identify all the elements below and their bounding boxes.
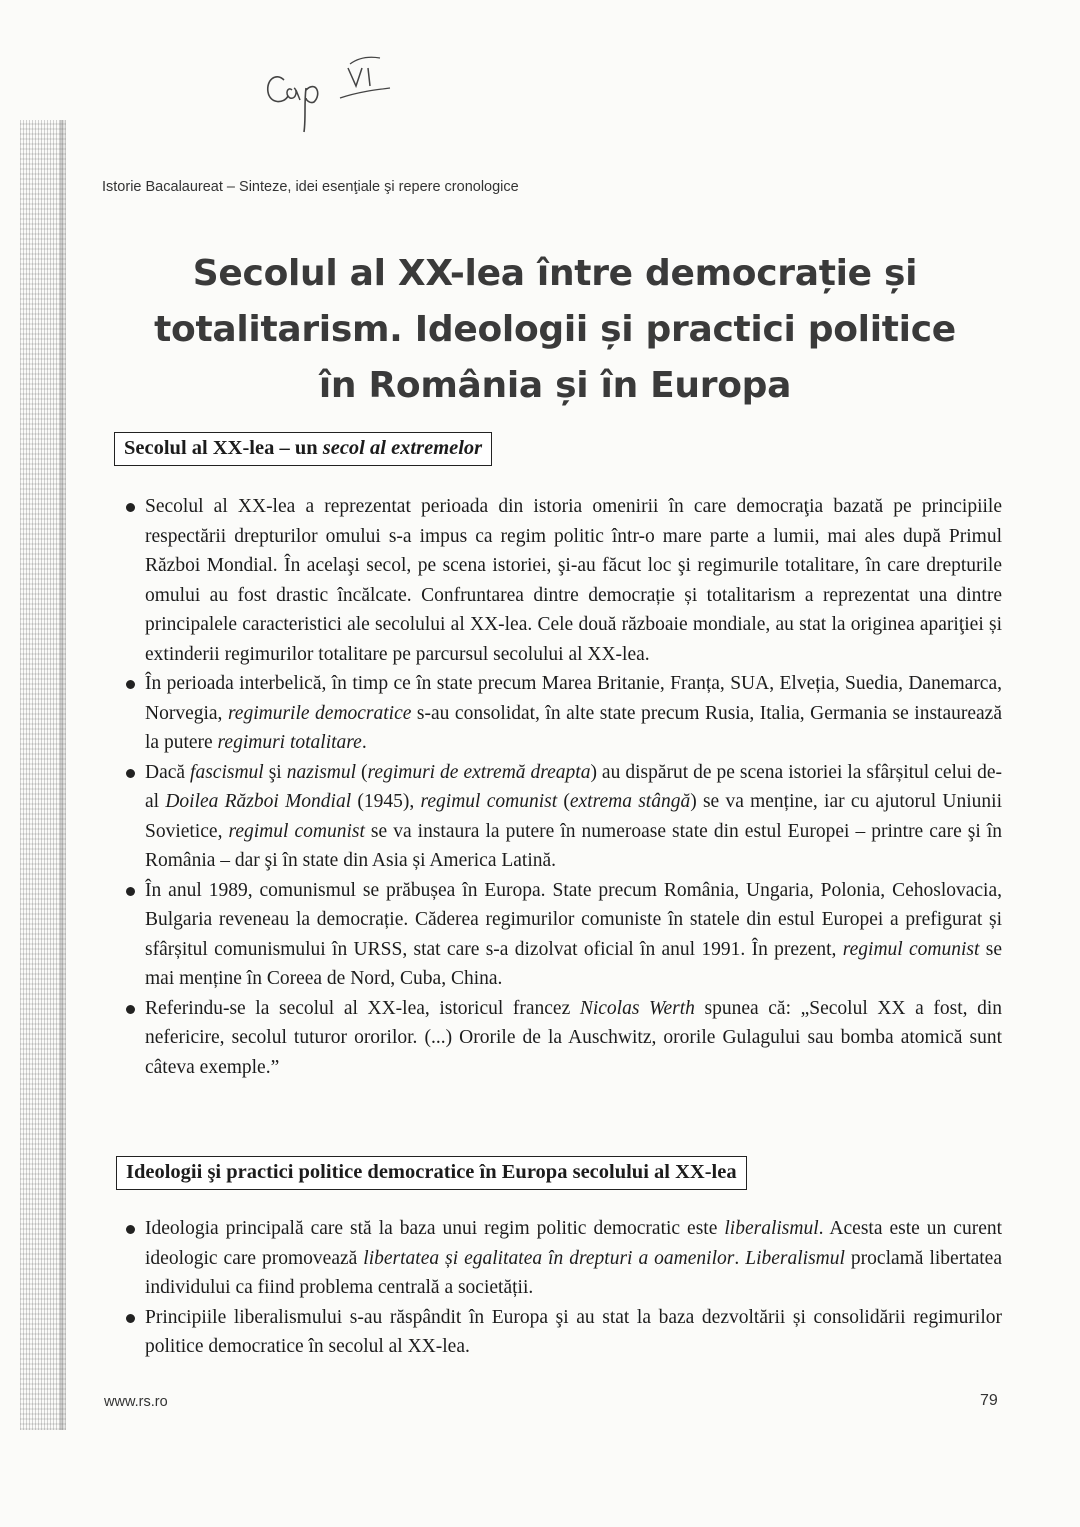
text-run: În perioada interbelică, în timp ce în state precum Marea Britanie, Franța, SUA, Elveția, Suedia, Danemarca, Norvegia, bbox=[145, 673, 1002, 724]
running-header: Istorie Bacalaureat – Sinteze, idei esenţiale şi repere cronologice bbox=[102, 179, 519, 195]
bullet-dot-icon bbox=[126, 503, 135, 512]
text-run: Dacă bbox=[145, 761, 191, 783]
bullet-text bbox=[145, 762, 1002, 872]
italic-phrase: regimurile democratice bbox=[227, 702, 412, 724]
text-run: ( bbox=[356, 761, 368, 783]
section-heading-italic: secol al extremelor bbox=[322, 437, 483, 459]
italic-phrase: Liberalismul bbox=[745, 1247, 845, 1269]
italic-phrase: fascismul bbox=[190, 761, 264, 783]
bullet-dot-icon bbox=[126, 887, 135, 896]
bullet-item bbox=[122, 758, 1002, 876]
bullet-item bbox=[122, 1303, 1002, 1362]
bullet-item bbox=[122, 1214, 1002, 1303]
bullet-dot-icon bbox=[126, 1314, 135, 1323]
text-run: Principiile liberalismului s-au răspândit în Europa şi au stat la baza dezvoltării și consolidării regimurilor politice democratice în secolul al XX-lea. bbox=[145, 1306, 1002, 1357]
text-run: . bbox=[361, 732, 367, 753]
section-heading-democratic-ideologies: Ideologii şi practici politice democratice în Europa secolului al XX-lea bbox=[116, 1156, 747, 1190]
section-heading-extremes bbox=[114, 432, 492, 466]
bullet-text bbox=[145, 1218, 1002, 1298]
title-line-2: totalitarism. Ideologii și practici politice bbox=[154, 309, 956, 350]
text-run: . bbox=[734, 1247, 746, 1269]
text-run: În anul 1989, comunismul se prăbușea în Europa. State precum România, Ungaria, Polonia, Cehoslovacia, Bulgaria reveneau la democrație. Căderea regimurilor comuniste în statele din estul Europei a prefigurat și sfârșitul comunismului în URSS, stat care s-a dizolvat oficial în anul 1991. În prezent, bbox=[145, 879, 1002, 960]
section1-bullet-list bbox=[122, 492, 1002, 1082]
section2-bullet-list bbox=[122, 1214, 1002, 1362]
scan-binding-edge bbox=[20, 120, 66, 1430]
bullet-text bbox=[145, 673, 1002, 753]
text-run: Referindu-se la secolul al XX-lea, istoricul francez bbox=[145, 997, 580, 1019]
italic-phrase: nazismul bbox=[286, 761, 357, 783]
bullet-text bbox=[145, 998, 1002, 1078]
bullet-item bbox=[122, 669, 1002, 758]
page-title bbox=[140, 246, 970, 414]
bullet-text bbox=[145, 880, 1002, 990]
bullet-item bbox=[122, 492, 1002, 669]
text-run: Secolul al XX-lea a reprezentat perioada din istoria omenirii în care democraţia bazată pe principiile respectării drepturilor omului s-a impus ca regim politic într-o mare parte a lumii, mai ales după Primul Război Mondial. În acelaşi secol, pe scena istoriei, şi-au făcut loc şi regimurile totalitare, în care drepturile omului au fost drastic încălcate. Confruntarea dintre democrație și totalitarism a reprezentat una dintre principalele caracteristici ale secolului al XX-lea. Cele două războaie mondiale, au stat la originea apariţiei și extinderii regimurilor totalitare pe parcursul secolului al XX-lea. bbox=[145, 496, 1002, 665]
italic-phrase: regimuri totalitare bbox=[217, 732, 362, 753]
text-run: spunea că: „Secolul XX a fost, din nefericire, secolul tuturor ororilor. (...) Ororile de la Auschwitz, ororile Gulagului sau bomba atomică sunt câteva exemple.” bbox=[145, 997, 1003, 1078]
text-run: proclamă libertatea individului ca fiind problema centrală a societății. bbox=[145, 1247, 1002, 1298]
italic-phrase: extrema stângă bbox=[569, 791, 691, 812]
bullet-item bbox=[122, 994, 1002, 1083]
section-heading-regular: Secolul al XX-lea – un bbox=[124, 437, 323, 459]
text-run: (1945), bbox=[351, 791, 421, 812]
bullet-text bbox=[145, 1307, 1002, 1358]
bullet-dot-icon bbox=[126, 1225, 135, 1234]
text-run: ) au dispărut de pe scena istoriei la sfârșitul celui de-al bbox=[145, 761, 1002, 812]
italic-phrase: liberalismul bbox=[724, 1218, 819, 1239]
page-number: 79 bbox=[980, 1392, 998, 1409]
italic-phrase: regimuri de extremă dreapta bbox=[367, 761, 591, 783]
footer-website: www.rs.ro bbox=[104, 1394, 168, 1410]
italic-phrase: regimul comunist bbox=[842, 938, 980, 960]
text-run: Ideologia principală care stă la baza unui regim politic democratic este bbox=[145, 1218, 725, 1239]
title-line-1: Secolul al XX-lea între democrație și bbox=[192, 253, 918, 294]
text-run: ( bbox=[557, 791, 570, 812]
title-line-3: în România și în Europa bbox=[318, 365, 792, 406]
italic-phrase: Doilea Război Mondial bbox=[165, 791, 352, 812]
italic-phrase: regimul comunist bbox=[228, 820, 365, 842]
bullet-dot-icon bbox=[126, 680, 135, 689]
text-run: ) se va menține, iar cu ajutorul Uniunii Sovietice, bbox=[145, 791, 1002, 842]
bullet-dot-icon bbox=[126, 769, 135, 778]
italic-phrase: Nicolas Werth bbox=[579, 997, 695, 1019]
text-run: s-au consolidat, în alte state precum Rusia, Italia, Germania se instaurează la putere bbox=[145, 702, 1002, 753]
handwritten-note bbox=[262, 28, 402, 138]
text-run: se mai menține în Coreea de Nord, Cuba, China. bbox=[145, 938, 1002, 989]
bullet-item bbox=[122, 876, 1002, 994]
text-run: . Acesta este un curent ideologic care promovează bbox=[145, 1218, 1003, 1269]
bullet-dot-icon bbox=[126, 1005, 135, 1014]
text-run: şi bbox=[263, 761, 287, 783]
italic-phrase: regimul comunist bbox=[420, 791, 558, 812]
italic-phrase: libertatea și egalitatea în drepturi a oamenilor bbox=[363, 1247, 735, 1269]
text-run: se va instaura la putere în numeroase state din estul Europei – printre care şi în România – dar şi în state din Asia și America Latină. bbox=[145, 820, 1002, 871]
bullet-text bbox=[145, 496, 1002, 665]
